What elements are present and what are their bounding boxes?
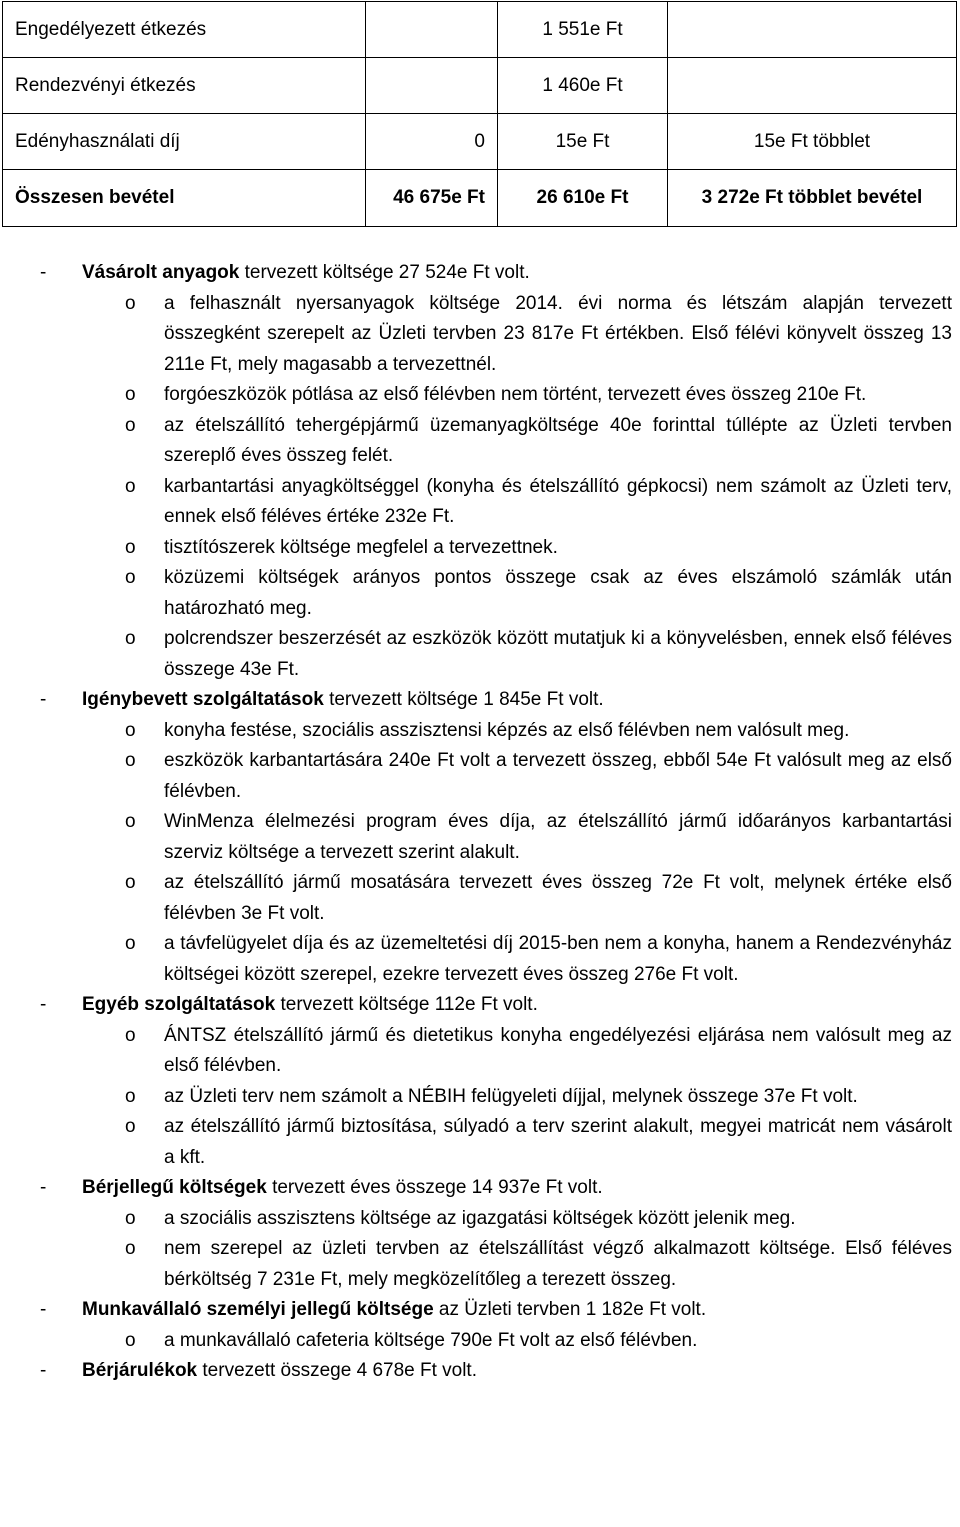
table-cell-c2 bbox=[366, 58, 498, 114]
report-body bbox=[0, 258, 960, 1387]
list-item bbox=[0, 1021, 960, 1082]
list-item-text: eszközök karbantartására 240e Ft volt a tervezett összeg, ebből 54e Ft valósult meg az első félévben. bbox=[164, 750, 952, 802]
list-item bbox=[0, 1082, 960, 1113]
table-cell-label: Összesen bevétel bbox=[3, 170, 366, 227]
table-row bbox=[3, 114, 957, 170]
section-heading bbox=[0, 1173, 960, 1204]
table-cell-c3: 15e Ft bbox=[498, 114, 668, 170]
list-item bbox=[0, 533, 960, 564]
list-item-text: forgóeszközök pótlása az első félévben nem történt, tervezett éves összeg 210e Ft. bbox=[164, 384, 867, 405]
section-title: Munkavállaló személyi jellegű költsége bbox=[82, 1299, 434, 1320]
bullet-marker: o bbox=[125, 536, 136, 558]
section-text: tervezett éves összege 14 937e Ft volt. bbox=[266, 1177, 603, 1198]
list-item-text: ÁNTSZ ételszállító jármű és dietetikus konyha engedélyezési eljárása nem valósult meg az első félévben. bbox=[164, 1024, 952, 1076]
bullet-marker: o bbox=[125, 1024, 136, 1046]
dash-marker: - bbox=[40, 1177, 47, 1198]
list-item bbox=[0, 563, 960, 624]
section-title: Bérjárulékok bbox=[82, 1360, 198, 1381]
bullet-marker: o bbox=[125, 475, 136, 497]
dash-marker: - bbox=[40, 994, 47, 1015]
list-item bbox=[0, 807, 960, 868]
bullet-marker: o bbox=[125, 750, 136, 771]
list-item bbox=[0, 380, 960, 411]
list-item bbox=[0, 411, 960, 472]
section-heading bbox=[0, 258, 960, 289]
list-item bbox=[0, 929, 960, 990]
bullet-marker: o bbox=[125, 811, 136, 832]
section-heading bbox=[0, 1295, 960, 1326]
list-item-text: nem szerepel az üzleti tervben az ételszállítást végző alkalmazott költsége. Első féléves bérköltség 7 231e Ft, mely megközelítőleg a terezett összeg. bbox=[164, 1238, 952, 1290]
list-item-text: az Üzleti terv nem számolt a NÉBIH felügyeleti díjjal, melynek összege 37e Ft volt. bbox=[164, 1085, 858, 1107]
list-item bbox=[0, 624, 960, 685]
section-text: tervezett összege 4 678e Ft volt. bbox=[197, 1360, 477, 1381]
bullet-marker: o bbox=[125, 384, 136, 405]
list-item-text: a távfelügyelet díja és az üzemeltetési díj 2015-ben nem a konyha, hanem a Rendezvényház költségei között szerepel, ezekre tervezett éves összeg 276e Ft volt. bbox=[164, 933, 952, 985]
dash-marker: - bbox=[40, 262, 47, 283]
bullet-marker: o bbox=[125, 567, 136, 588]
table-row bbox=[3, 2, 957, 58]
list-item-text: közüzemi költségek arányos pontos összege csak az éves elszámoló számlák után határozható meg. bbox=[164, 567, 952, 619]
dash-marker: - bbox=[40, 1360, 47, 1381]
section-text: tervezett költsége 1 845e Ft volt. bbox=[323, 689, 604, 710]
dash-marker: - bbox=[40, 689, 47, 710]
bullet-marker: o bbox=[125, 1329, 136, 1351]
bullet-marker: o bbox=[125, 1207, 136, 1229]
list-item bbox=[0, 746, 960, 807]
list-item bbox=[0, 472, 960, 533]
bullet-marker: o bbox=[125, 414, 136, 436]
table-cell-c4: 15e Ft többlet bbox=[668, 114, 957, 170]
table-row bbox=[3, 170, 957, 227]
bullet-marker: o bbox=[125, 292, 136, 314]
list-item-text: tisztítószerek költsége megfelel a tervezettnek. bbox=[164, 536, 558, 558]
list-item-text: polcrendszer beszerzését az eszközök között mutatjuk ki a könyvelésben, ennek első féléves összege 43e Ft. bbox=[164, 628, 952, 680]
bullet-marker: o bbox=[125, 628, 136, 649]
list-item bbox=[0, 1204, 960, 1235]
list-item-text: a felhasznált nyersanyagok költsége 2014. évi norma és létszám alapján tervezett összegként szerepelt az Üzleti tervben 23 817e Ft értékben. Első félévi könyvelt összeg 13 211e Ft, mely magasabb a tervezettnél. bbox=[164, 292, 952, 375]
section-text: az Üzleti tervben 1 182e Ft volt. bbox=[433, 1299, 707, 1320]
section-text: tervezett költsége 27 524e Ft volt. bbox=[239, 262, 530, 283]
table-cell-c4 bbox=[668, 58, 957, 114]
list-item bbox=[0, 1326, 960, 1357]
table-cell-c2 bbox=[366, 2, 498, 58]
table-cell-c3: 26 610e Ft bbox=[498, 170, 668, 227]
list-item-text: a szociális asszisztens költsége az igazgatási költségek között jelenik meg. bbox=[164, 1207, 796, 1229]
table-cell-c4 bbox=[668, 2, 957, 58]
table-cell-c2: 46 675e Ft bbox=[366, 170, 498, 227]
table-cell-label: Rendezvényi étkezés bbox=[3, 58, 366, 114]
list-item-text: az ételszállító jármű biztosítása, súlyadó a terv szerint alakult, megyei matricát nem vásárolt a kft. bbox=[164, 1116, 952, 1168]
list-item-text: WinMenza élelmezési program éves díja, az ételszállító jármű időarányos karbantartási szerviz költsége a tervezett szerint alakult. bbox=[164, 811, 952, 863]
section-text: tervezett költsége 112e Ft volt. bbox=[275, 994, 538, 1015]
budget-table bbox=[2, 1, 957, 227]
list-item-text: a munkavállaló cafeteria költsége 790e Ft volt az első félévben. bbox=[164, 1329, 698, 1351]
table-cell-c4: 3 272e Ft többlet bevétel bbox=[668, 170, 957, 227]
list-item bbox=[0, 716, 960, 747]
list-item bbox=[0, 289, 960, 381]
list-item-text: karbantartási anyagköltséggel (konyha és ételszállító gépkocsi) nem számolt az Üzleti terv, ennek első féléves értéke 232e Ft. bbox=[164, 475, 952, 527]
dash-marker: - bbox=[40, 1299, 47, 1320]
bullet-marker: o bbox=[125, 1085, 136, 1107]
table-cell-c3: 1 460e Ft bbox=[498, 58, 668, 114]
bullet-marker: o bbox=[125, 1238, 136, 1259]
section-title: Vásárolt anyagok bbox=[82, 262, 240, 283]
list-item bbox=[0, 1234, 960, 1295]
section-heading bbox=[0, 1356, 960, 1387]
list-item-text: az ételszállító jármű mosatására tervezett éves összeg 72e Ft volt, melynek értéke első félévben 3e Ft volt. bbox=[164, 872, 952, 924]
table-cell-label: Engedélyezett étkezés bbox=[3, 2, 366, 58]
bullet-marker: o bbox=[125, 872, 136, 893]
section-title: Bérjellegű költségek bbox=[82, 1177, 267, 1198]
table-cell-c3: 1 551e Ft bbox=[498, 2, 668, 58]
table-row bbox=[3, 58, 957, 114]
table-cell-label: Edényhasználati díj bbox=[3, 114, 366, 170]
bullet-marker: o bbox=[125, 1116, 136, 1137]
section-title: Egyéb szolgáltatások bbox=[82, 994, 276, 1015]
section-title: Igénybevett szolgáltatások bbox=[82, 689, 324, 710]
list-item-text: konyha festése, szociális asszisztensi képzés az első félévben nem valósult meg. bbox=[164, 719, 850, 741]
bullet-marker: o bbox=[125, 933, 136, 954]
bullet-marker: o bbox=[125, 719, 136, 741]
table-cell-c2: 0 bbox=[366, 114, 498, 170]
list-item bbox=[0, 868, 960, 929]
section-heading bbox=[0, 990, 960, 1021]
section-heading bbox=[0, 685, 960, 716]
list-item bbox=[0, 1112, 960, 1173]
list-item-text: az ételszállító tehergépjármű üzemanyagköltsége 40e forinttal túllépte az Üzleti tervben szereplő éves összeg felét. bbox=[164, 414, 952, 466]
